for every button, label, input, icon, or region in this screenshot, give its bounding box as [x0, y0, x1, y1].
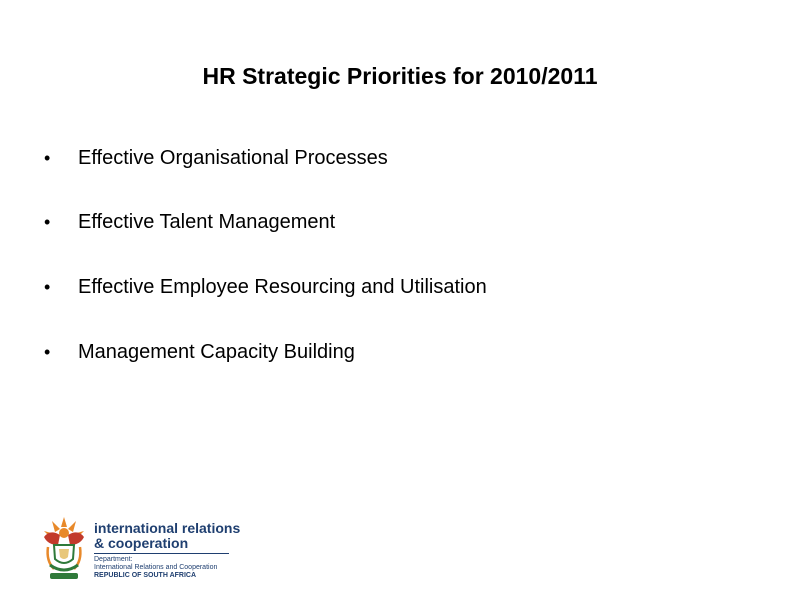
- logo-divider: [94, 553, 229, 554]
- logo-title-line1: international relations: [94, 520, 241, 536]
- bullet-icon: •: [44, 147, 51, 168]
- logo-department-label: Department:: [94, 556, 133, 563]
- list-item-text: Effective Employee Resourcing and Utilisation: [78, 275, 487, 298]
- south-africa-coat-of-arms-icon: [40, 515, 88, 581]
- list-item-text: Management Capacity Building: [78, 340, 355, 363]
- list-item-text: Effective Organisational Processes: [78, 146, 388, 169]
- bullet-icon: •: [44, 212, 51, 233]
- bullet-icon: •: [44, 341, 51, 362]
- logo-department-name: International Relations and Cooperation: [94, 564, 218, 571]
- logo-title-line2: & cooperation: [94, 535, 189, 551]
- logo-country: REPUBLIC OF SOUTH AFRICA: [94, 572, 197, 579]
- list-item: [44, 271, 487, 303]
- priorities-list: [44, 142, 487, 401]
- list-item: [44, 207, 487, 239]
- department-logo: [40, 515, 240, 585]
- slide-title: HR Strategic Priorities for 2010/2011: [202, 63, 598, 89]
- list-item: [44, 142, 487, 174]
- list-item-text: Effective Talent Management: [78, 211, 336, 234]
- bullet-icon: •: [44, 276, 51, 297]
- list-item: [44, 336, 487, 368]
